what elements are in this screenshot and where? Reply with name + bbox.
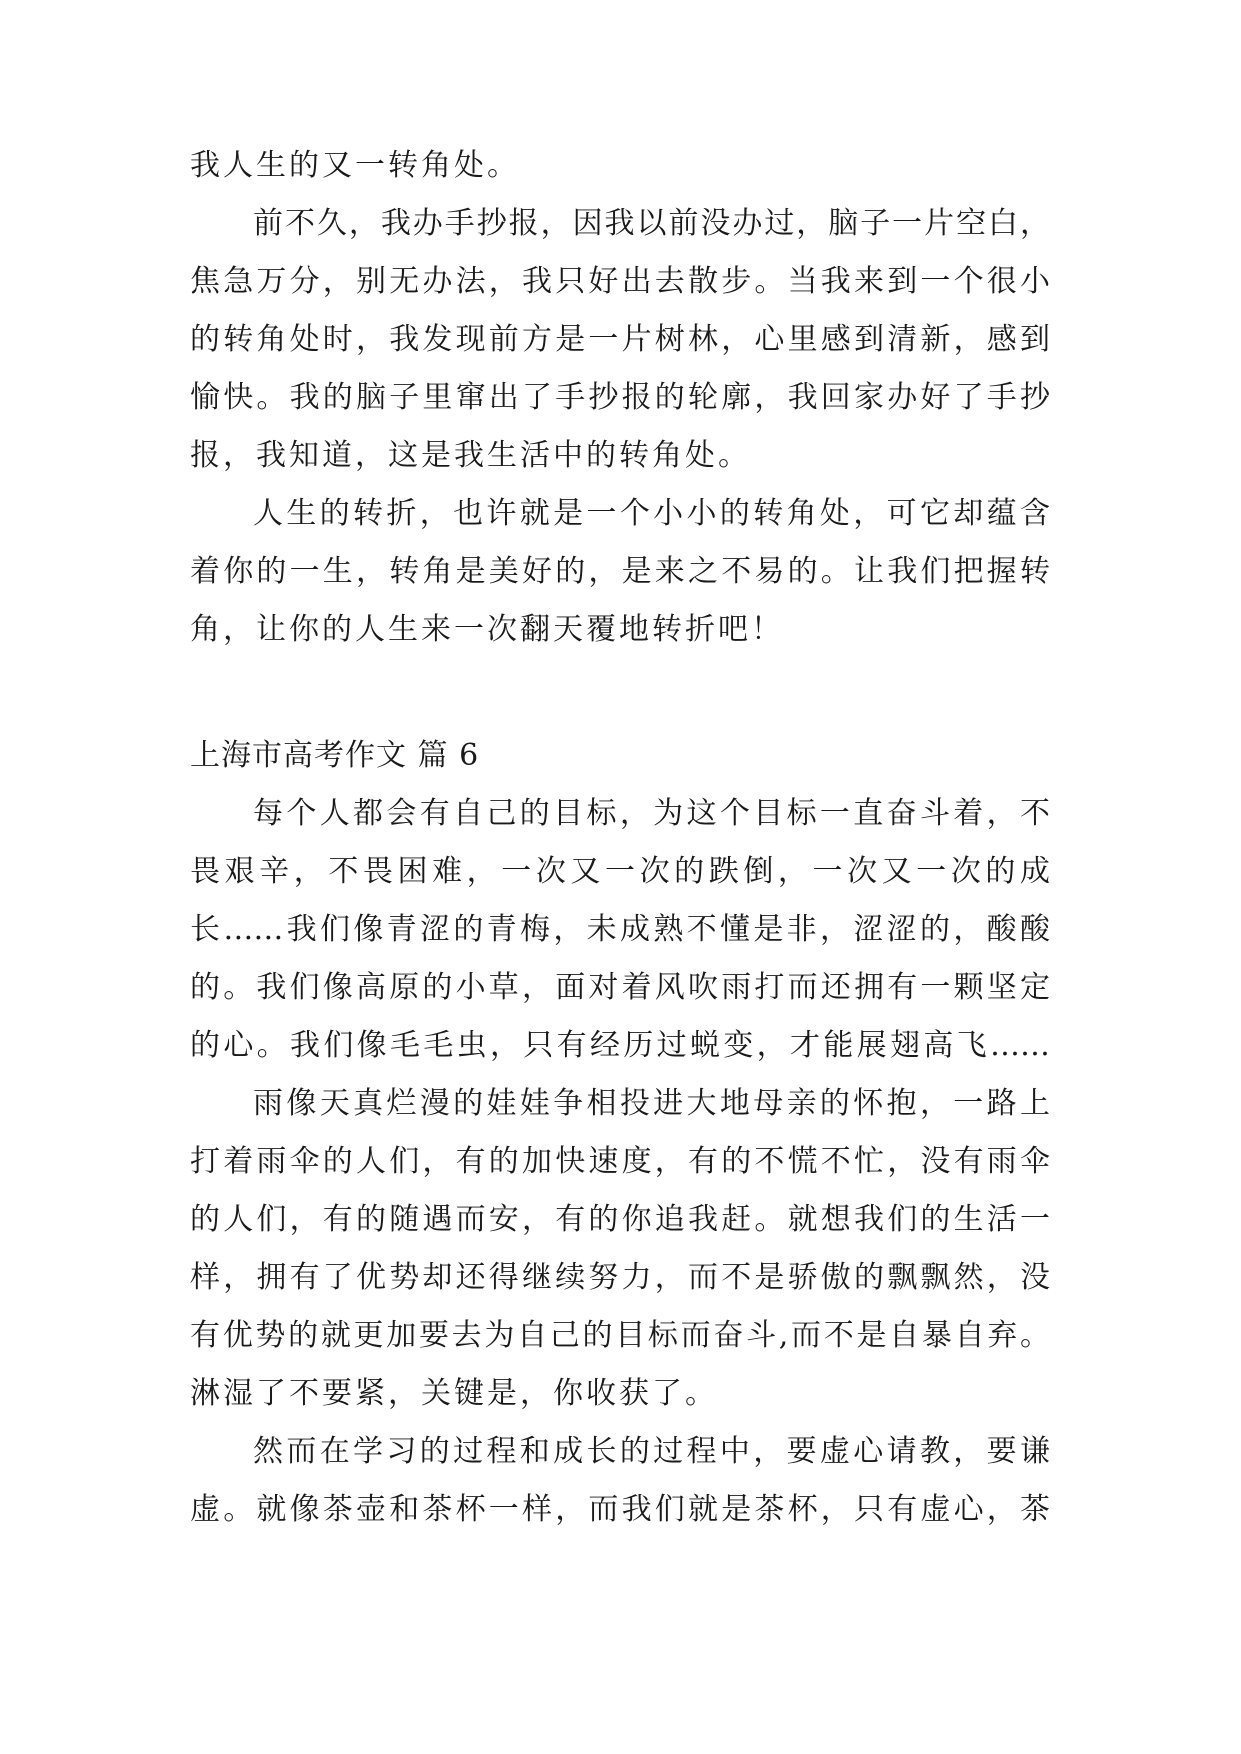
text-line: 淋湿了不要紧，关键是，你收获了。	[190, 1376, 718, 1411]
text-line: 长……我们像青涩的青梅，未成熟不懂是非，涩涩的，酸酸	[190, 912, 1050, 947]
text-line: 的。我们像高原的小草，面对着风吹雨打而还拥有一颗坚定	[190, 970, 1050, 1005]
text-line: 我人生的又一转角处。	[190, 148, 520, 183]
section-heading: 上海市高考作文 篇 6	[190, 738, 480, 773]
text-line: 有优势的就更加要去为自己的目标而奋斗,而不是自暴自弃。	[190, 1318, 1050, 1353]
paragraph-first-line: 前不久，我办手抄报，因我以前没办过，脑子一片空白，	[253, 206, 1050, 241]
text-line: 样，拥有了优势却还得继续努力，而不是骄傲的飘飘然，没	[190, 1260, 1050, 1295]
text-line: 焦急万分，别无办法，我只好出去散步。当我来到一个很小	[190, 264, 1050, 299]
paragraph-first-line: 每个人都会有自己的目标，为这个目标一直奋斗着，不	[253, 796, 1050, 831]
text-line: 着你的一生，转角是美好的，是来之不易的。让我们把握转	[190, 554, 1050, 589]
paragraph-first-line: 人生的转折，也许就是一个小小的转角处，可它却蕴含	[253, 496, 1050, 531]
text-line: 打着雨伞的人们，有的加快速度，有的不慌不忙，没有雨伞	[190, 1144, 1050, 1179]
text-line: 的转角处时，我发现前方是一片树林，心里感到清新，感到	[190, 322, 1050, 357]
text-line: 的人们，有的随遇而安，有的你追我赶。就想我们的生活一	[190, 1202, 1050, 1237]
text-line: 愉快。我的脑子里窜出了手抄报的轮廓，我回家办好了手抄	[190, 380, 1050, 415]
text-line: 报，我知道，这是我生活中的转角处。	[190, 438, 751, 473]
text-line: 的心。我们像毛毛虫，只有经历过蜕变，才能展翅高飞……	[190, 1028, 1050, 1063]
text-line: 角，让你的人生来一次翻天覆地转折吧！	[190, 612, 784, 647]
text-line: 虚。就像茶壶和茶杯一样，而我们就是茶杯，只有虚心，茶	[190, 1492, 1050, 1527]
paragraph-first-line: 雨像天真烂漫的娃娃争相投进大地母亲的怀抱，一路上	[253, 1086, 1050, 1121]
text-line: 畏艰辛，不畏困难，一次又一次的跌倒，一次又一次的成	[190, 854, 1050, 889]
paragraph-first-line: 然而在学习的过程和成长的过程中，要虚心请教，要谦	[253, 1434, 1050, 1469]
